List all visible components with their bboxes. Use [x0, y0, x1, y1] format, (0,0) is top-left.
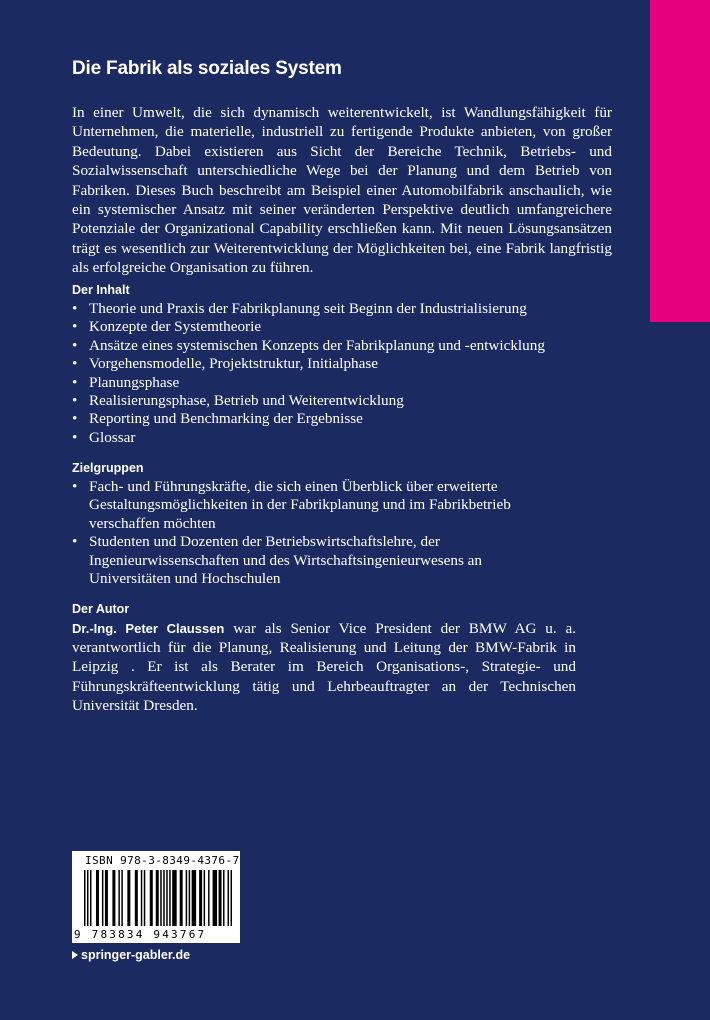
author-paragraph [72, 619, 576, 715]
barcode-bar [156, 870, 159, 926]
publisher-link[interactable] [72, 948, 190, 962]
contents-list [72, 300, 632, 447]
barcode-bar [180, 870, 183, 926]
barcode-bar [228, 870, 229, 926]
barcode-bar [213, 870, 217, 926]
barcode-bar [208, 870, 209, 926]
contents-item: • Glossar [72, 429, 632, 447]
barcode-bar [96, 870, 99, 926]
barcode-bar [199, 870, 202, 926]
barcode-bar [166, 870, 167, 926]
barcode-bar [90, 870, 91, 926]
barcode-bar [87, 870, 88, 926]
barcode-bar [172, 870, 176, 926]
barcode-bar [192, 870, 196, 926]
audience-heading: Zielgruppen [72, 461, 144, 475]
barcode-bar [169, 870, 170, 926]
author-name: Dr.-Ing. Peter Claussen [72, 621, 225, 636]
publisher-url: springer-gabler.de [81, 948, 191, 962]
barcode-bar [144, 870, 145, 926]
barcode-bar [231, 870, 232, 926]
book-title: Die Fabrik als soziales System [72, 58, 342, 79]
barcode-bar [163, 870, 164, 926]
barcode-bar [223, 870, 224, 926]
triangle-right-icon [72, 951, 78, 959]
barcode-bar [219, 870, 222, 926]
accent-color-block [650, 0, 710, 322]
barcode-bar [135, 870, 138, 926]
contents-item: • Planungsphase [72, 374, 632, 392]
barcode-box [72, 851, 240, 943]
barcode-bar [102, 870, 103, 926]
barcode-bar [84, 870, 85, 926]
contents-item: • Konzepte der Systemtheorie [72, 318, 632, 336]
contents-item: • Ansätze eines systemischen Konzepts der Fabrikplanung und -entwicklung [72, 337, 632, 355]
barcode-bar [189, 870, 190, 926]
barcode-bar [141, 870, 142, 926]
barcode-bar [118, 870, 119, 926]
intro-paragraph: In einer Umwelt, die sich dynamisch weiterentwickelt, ist Wandlungsfähigkeit für Unternehmen, die materielle, industriell zu fertigende Produkte anbieten, von großer Bedeutung. Dabei existieren aus Sicht der Bereiche Technik, Betriebs- und Sozialwissenschaft unterschiedliche Wege bei der Planung und dem Betrieb von Fabriken. Dieses Buch beschreibt am Beispiel einer Automobilfabrik anschaulich, wie ein systemischer Ansatz mit seiner veränderten Perspektive deutlich umfangreichere Potenziale der Organizational Capability erschließen kann. Mit neuen Lösungsansätzen trägt es wesentlich zur Weiterentwicklung der Möglichkeiten bei, eine Fabrik langfristig als erfolgreiche Organisation zu führen. [72, 104, 612, 277]
barcode-bar [204, 870, 205, 926]
author-heading: Der Autor [72, 602, 130, 616]
isbn-label: ISBN 978-3-8349-4376-7 [85, 854, 240, 867]
contents-item: • Realisierungsphase, Betrieb und Weiterentwicklung [72, 392, 632, 410]
audience-list [72, 478, 542, 588]
contents-item: • Vorgehensmodelle, Projektstruktur, Initialphase [72, 355, 632, 373]
barcode-bar [160, 870, 161, 926]
audience-item: • Studenten und Dozenten der Betriebswirtschaftslehre, der Ingenieurwissenschaften und des Wirtschaftsingenieurwesens an Universitäten und Hochschulen [72, 533, 542, 588]
barcode-bar [112, 870, 115, 926]
barcode-bar [127, 870, 130, 926]
barcode-bar [186, 870, 187, 926]
barcode-digits: 9 783834 943767 [74, 928, 207, 941]
contents-heading: Der Inhalt [72, 283, 130, 297]
barcode-bars [84, 870, 232, 926]
author-bio: war als Senior Vice President der BMW AG u. a. verantwortlich für die Planung, Realisierung und Leitung der BMW-Fabrik in Leipzig . Er ist als Berater im Bereich Organisations-, Strategie- und Führungskräfteentwicklung tätig und Lehrbeauftragter an der Technischen Universität Dresden. [72, 620, 576, 714]
barcode-bar [121, 870, 122, 926]
contents-item: • Reporting und Benchmarking der Ergebnisse [72, 410, 632, 428]
barcode-bar [105, 870, 108, 926]
contents-item: • Theorie und Praxis der Fabrikplanung seit Beginn der Industrialisierung [72, 300, 632, 318]
barcode-bar [150, 870, 153, 926]
audience-item: • Fach- und Führungskräfte, die sich einen Überblick über erweiterte Gestaltungsmöglichkeiten in der Fabrikplanung und im Fabrikbetrieb verschaffen möchten [72, 478, 542, 533]
